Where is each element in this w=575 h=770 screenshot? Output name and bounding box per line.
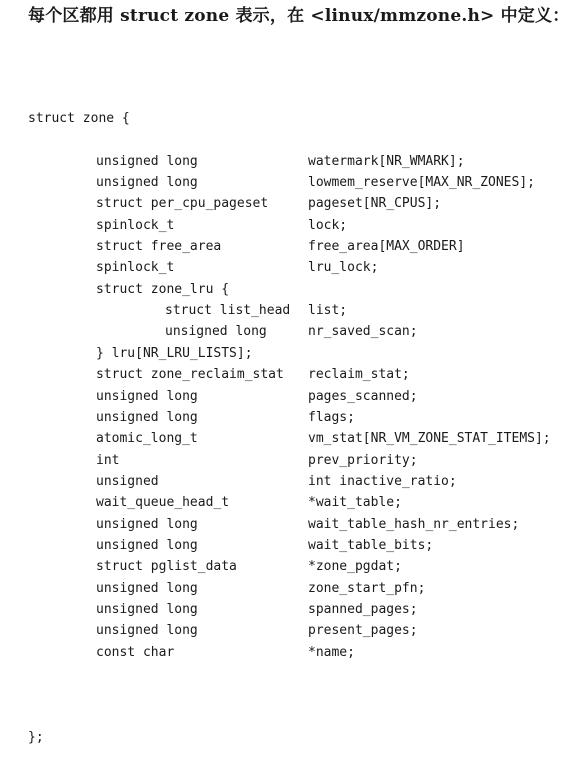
code-line	[28, 642, 355, 663]
member-type: struct free_area	[96, 239, 222, 255]
code-line	[28, 578, 426, 599]
code-line	[28, 236, 465, 257]
member-type: unsigned long	[96, 516, 198, 532]
member-name: watermark[NR_WMARK];	[308, 153, 465, 169]
member-type: unsigned long	[96, 580, 198, 596]
code-line	[28, 535, 434, 556]
code-line	[28, 599, 418, 620]
member-type: unsigned long	[165, 324, 267, 340]
member-type: struct per_cpu_pageset	[96, 196, 269, 212]
code-line	[28, 514, 520, 535]
member-name: lowmem_reserve[MAX_NR_ZONES];	[308, 175, 535, 191]
code-line-open	[28, 87, 130, 127]
member-type: struct list_head	[165, 303, 291, 319]
code-line	[28, 151, 465, 172]
code-line	[28, 321, 418, 342]
code-listing	[28, 44, 551, 748]
member-name: pages_scanned;	[308, 388, 418, 404]
member-type: spinlock_t	[96, 217, 175, 233]
member-type: wait_queue_head_t	[96, 495, 230, 511]
code-line	[28, 407, 355, 428]
member-name: lock;	[308, 217, 348, 233]
code-line	[28, 450, 418, 471]
code-line	[28, 471, 457, 492]
member-type: unsigned long	[96, 153, 198, 169]
member-type: int	[96, 452, 120, 468]
member-name: vm_stat[NR_VM_ZONE_STAT_ITEMS];	[308, 431, 551, 447]
struct-open: struct zone {	[28, 111, 130, 127]
member-type: atomic_long_t	[96, 431, 198, 447]
code-line	[28, 428, 551, 449]
member-name: pageset[NR_CPUS];	[308, 196, 442, 212]
code-line	[28, 257, 379, 278]
member-type: unsigned long	[96, 409, 198, 425]
member-name: *name;	[308, 644, 355, 660]
member-name: wait_table_bits;	[308, 537, 434, 553]
member-name: reclaim_stat;	[308, 367, 410, 383]
struct-members	[28, 151, 551, 663]
member-type: struct zone_reclaim_stat	[96, 367, 284, 383]
code-line	[28, 193, 442, 214]
member-name: list;	[308, 303, 348, 319]
struct-close: };	[28, 730, 44, 745]
member-type: unsigned long	[96, 175, 198, 191]
member-type: const char	[96, 644, 175, 660]
code-line	[28, 172, 535, 193]
code-line	[28, 279, 230, 300]
member-name: lru_lock;	[308, 260, 379, 276]
section-heading: 每个区都用 struct zone 表示，在 <linux/mmzone.h> 中定义：	[28, 6, 570, 26]
member-name: free_area[MAX_ORDER]	[308, 239, 465, 255]
member-type: spinlock_t	[96, 260, 175, 276]
code-line	[28, 364, 410, 385]
code-line	[28, 215, 348, 236]
code-line	[28, 386, 418, 407]
member-type: unsigned	[96, 473, 159, 489]
code-line	[28, 556, 402, 577]
code-line	[28, 492, 402, 513]
member-type: unsigned long	[96, 623, 198, 639]
member-type: unsigned long	[96, 601, 198, 617]
code-line	[28, 343, 253, 364]
member-name: nr_saved_scan;	[308, 324, 418, 340]
member-name: int inactive_ratio;	[308, 473, 457, 489]
member-type: unsigned long	[96, 388, 198, 404]
member-name: prev_priority;	[308, 452, 418, 468]
member-type: struct zone_lru {	[96, 281, 230, 297]
code-line	[28, 620, 418, 641]
code-line-close	[28, 706, 59, 745]
member-name: flags;	[308, 409, 355, 425]
member-type: struct pglist_data	[96, 559, 237, 575]
member-name: wait_table_hash_nr_entries;	[308, 516, 520, 532]
member-name: *wait_table;	[308, 495, 402, 511]
member-type: unsigned long	[96, 537, 198, 553]
code-line	[28, 300, 348, 321]
member-name: spanned_pages;	[308, 601, 418, 617]
member-type: } lru[NR_LRU_LISTS];	[96, 345, 253, 361]
member-name: present_pages;	[308, 623, 418, 639]
member-name: *zone_pgdat;	[308, 559, 402, 575]
member-name: zone_start_pfn;	[308, 580, 426, 596]
